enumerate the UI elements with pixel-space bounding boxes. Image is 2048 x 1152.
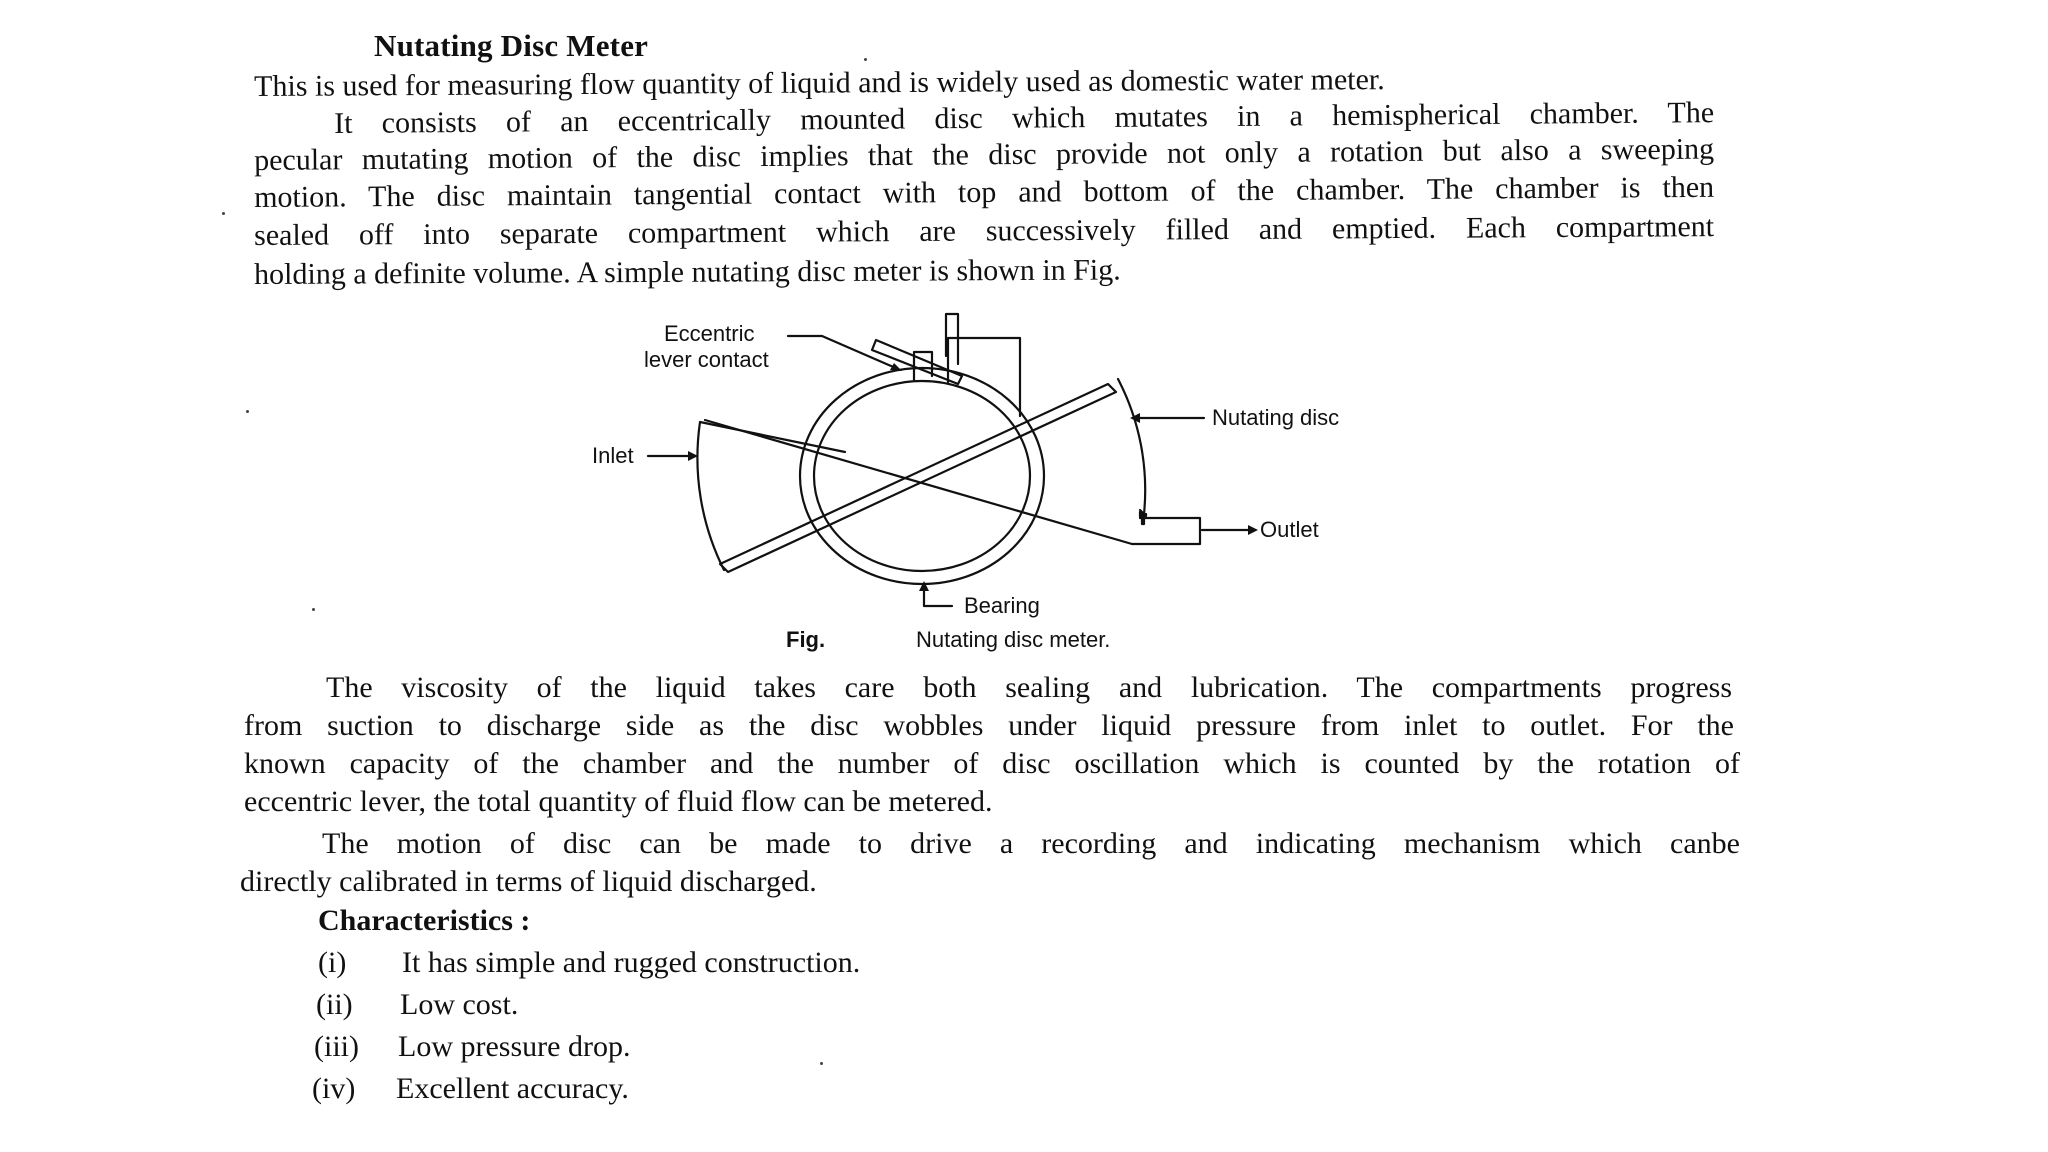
description-line: pecular mutating motion of the disc implies that the disc provide not only a rotation but also a sweeping (254, 132, 1715, 177)
list-item-number: (i) (318, 946, 347, 979)
nutating-disc-meter-diagram (560, 296, 1420, 666)
list-item-number: (ii) (316, 988, 353, 1021)
outlet-label: Outlet (1260, 517, 1319, 542)
figure-caption-prefix: Fig. (786, 627, 826, 652)
list-item (314, 1028, 630, 1066)
right-chamber-wall (1118, 379, 1145, 524)
list-item-text: It has simple and rugged construction. (402, 946, 861, 979)
nutating-disc-label: Nutating disc (1212, 405, 1340, 430)
list-item-text: Low pressure drop. (398, 1030, 631, 1063)
list-item-text: Excellent accuracy. (396, 1072, 629, 1105)
scan-speck (820, 1062, 823, 1065)
arrowhead-eccentric (890, 363, 902, 371)
bearing-sphere-outer (800, 368, 1044, 584)
description-line: from suction to discharge side as the disc wobbles under liquid pressure from inlet to outlet. For the (244, 709, 1734, 742)
eccentric-label-line1: Eccentric (664, 321, 755, 346)
scan-speck (246, 410, 249, 413)
description-line: eccentric lever, the total quantity of fluid flow can be metered. (244, 785, 993, 818)
left-chamber-wall (697, 422, 845, 570)
nutating-disc-bar (720, 384, 1116, 572)
scan-speck (312, 608, 315, 611)
description-line: sealed off into separate compartment which are successively filled and emptied. Each compartment (254, 210, 1715, 252)
characteristics-heading: Characteristics : (318, 904, 531, 937)
scan-speck (864, 58, 867, 61)
inlet-outlet-line (705, 420, 1132, 544)
description-line: holding a definite volume. A simple nutating disc meter is shown in Fig. (254, 253, 1121, 291)
bearing-sphere-inner (814, 381, 1030, 571)
arrowhead-bearing (919, 581, 929, 591)
eccentric-leader (788, 336, 898, 369)
figure-caption: Nutating disc meter. (916, 627, 1111, 652)
list-item (316, 986, 518, 1024)
description-line: known capacity of the chamber and the number of disc oscillation which is counted by the rotation of (244, 747, 1740, 780)
description-line: motion. The disc maintain tangential contact with top and bottom of the chamber. The chamber is then (254, 170, 1715, 214)
list-item (318, 944, 860, 982)
bearing-label: Bearing (964, 593, 1040, 618)
description-line: It consists of an eccentrically mounted disc which mutates in a hemispherical chamber. The (334, 96, 1715, 140)
description-line: directly calibrated in terms of liquid discharged. (240, 865, 817, 898)
section-heading: Nutating Disc Meter (374, 28, 649, 63)
description-line: The motion of disc can be made to drive a recording and indicating mechanism which canbe (322, 827, 1740, 860)
arrowhead-outlet (1248, 525, 1258, 535)
inlet-label: Inlet (592, 443, 634, 468)
list-item (312, 1070, 629, 1108)
intro-line: This is used for measuring flow quantity of liquid and is widely used as domestic water meter. (254, 63, 1385, 103)
scan-speck (222, 212, 225, 215)
description-line: The viscosity of the liquid takes care both sealing and lubrication. The compartments progress (326, 671, 1732, 704)
list-item-number: (iii) (314, 1030, 359, 1063)
list-item-number: (iv) (312, 1072, 356, 1105)
list-item-text: Low cost. (400, 988, 519, 1021)
eccentric-label-line2: lever contact (644, 347, 769, 372)
